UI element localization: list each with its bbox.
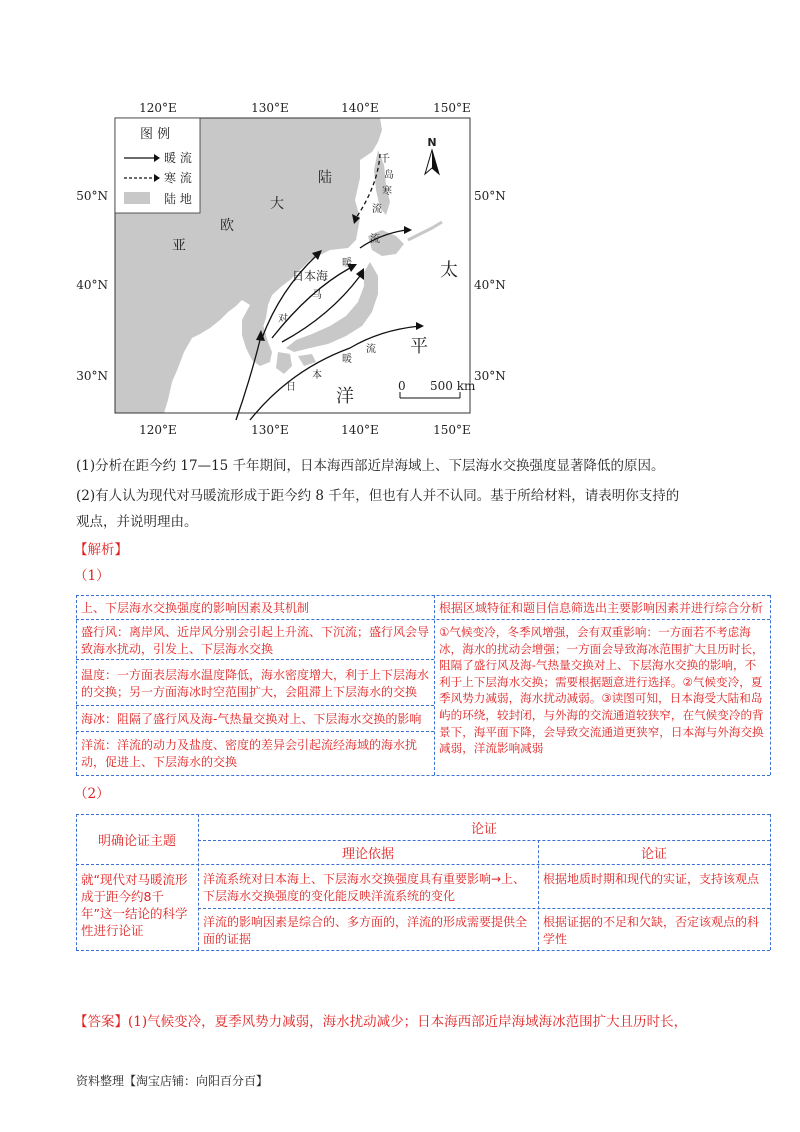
right-tick-label: 30°N [474, 369, 506, 383]
svg-text:亚: 亚 [172, 238, 186, 254]
table1-row-wind: 盛行风：离岸风、近岸风分别会引起上升流、下沉流；盛行风会导致海水扰动，引发上、下层海水交换 [81, 625, 430, 656]
svg-text:欧: 欧 [220, 218, 234, 234]
svg-text:陆: 陆 [318, 170, 332, 186]
left-tick-label: 40°N [76, 278, 108, 292]
table2-argument-header: 论证 [470, 822, 497, 837]
part1-label: （1） [74, 568, 110, 584]
sea-of-japan-label: 日本海 [292, 269, 329, 283]
footer-source: 资料整理【淘宝店铺：向阳百分百】 [76, 1074, 269, 1088]
svg-text:暖: 暖 [342, 258, 352, 269]
svg-text:N: N [427, 136, 437, 149]
table1-left-header: 上、下层海水交换强度的影响因素及其机制 [81, 601, 310, 615]
svg-text:暖: 暖 [342, 354, 352, 365]
table2-argument-row1: 根据地质时期和现代的实证，支持该观点 [543, 872, 760, 886]
table2-argument-subheader: 论证 [640, 847, 667, 862]
question-2-line2: 观点，并说明理由。 [76, 514, 198, 530]
svg-text:日: 日 [286, 382, 296, 393]
bottom-tick-label: 130°E [251, 423, 289, 437]
left-tick-label: 30°N [76, 369, 108, 383]
svg-text:流: 流 [372, 204, 382, 215]
question-2-line1: (2)有人认为现代对马暖流形成于距今约 8 千年，但也有人并不认同。基于所给材料，请表明你支持的 [76, 488, 680, 504]
table2-topic: 就“现代对马暖流形成于距今约8千年”这一结论的科学性进行论证 [81, 872, 188, 938]
top-tick-label: 130°E [251, 101, 289, 115]
analysis-label: 【解析】 [74, 542, 128, 558]
legend-title: 图 例 [140, 127, 171, 142]
table2-theory-row2: 洋流的影响因素是综合的、多方面的，洋流的形成需要提供全面的证据 [203, 915, 528, 946]
right-tick-label: 50°N [474, 189, 506, 203]
bottom-tick-label: 150°E [433, 423, 471, 437]
svg-text:500 km: 500 km [430, 379, 476, 393]
table2-topic-header: 明确论证主题 [97, 834, 176, 849]
legend-warm: 暖 流 [164, 151, 192, 165]
legend-cold: 寒 流 [164, 171, 192, 185]
argument-table-2 [76, 814, 770, 950]
left-tick-label: 50°N [76, 189, 108, 203]
svg-text:马: 马 [312, 290, 322, 301]
svg-text:洋: 洋 [336, 386, 354, 407]
svg-text:流: 流 [370, 234, 380, 245]
svg-text:太: 太 [440, 260, 458, 281]
top-tick-label: 140°E [341, 101, 379, 115]
svg-text:对: 对 [278, 314, 288, 325]
svg-text:寒: 寒 [382, 186, 392, 197]
legend-land: 陆 地 [164, 192, 192, 206]
svg-text:千: 千 [380, 154, 390, 165]
question-1: (1)分析在距今约 17—15 千年期间，日本海西部近岸海域上、下层海水交换强度显著降低的原因。 [76, 458, 665, 474]
table1-row-ice: 海冰：阻隔了盛行风及海-气热量交换对上、下层海水交换的影响 [81, 712, 422, 726]
table2-theory-row1: 洋流系统对日本海上、下层海水交换强度具有重要影响→上、下层海水交换强度的变化能反映洋流系统的变化 [203, 872, 526, 903]
svg-text:大: 大 [270, 196, 284, 212]
svg-text:本: 本 [312, 370, 322, 381]
svg-text:岛: 岛 [384, 170, 394, 181]
bottom-tick-label: 140°E [341, 423, 379, 437]
top-tick-label: 120°E [139, 101, 177, 115]
bottom-tick-label: 120°E [139, 423, 177, 437]
japan-sea-map [60, 90, 520, 440]
table1-right-body: ①气候变冷，冬季风增强，会有双重影响：一方面若不考虑海冰，海水的扰动会增强；一方面会导致海冰范围扩大且历时长，阻隔了盛行风及海-气热量交换对上、下层海水交换的影响，不利于上下层海水交换；需要根据题意进行选择。②气候变冷，夏季风势力减弱，海水扰动减弱。③读图可知，日本海受大陆和岛屿的环绕，较封闭，与外海的交流通道较狭窄，在气候变冷的背景下，海平面下降，会导致交流通道更狭窄，日本海与外海交换减弱，洋流影响减弱 [439, 625, 764, 756]
svg-text:平: 平 [410, 336, 428, 357]
answer-text: (1)气候变冷，夏季风势力减弱，海水扰动减少；日本海西部近岸海域海冰范围扩大且历时长， [128, 1014, 688, 1030]
answer-label: 【答案】 [74, 1014, 128, 1030]
table1-right-header: 根据区域特征和题目信息筛选出主要影响因素并进行综合分析 [439, 601, 764, 615]
svg-text:0: 0 [398, 379, 406, 393]
table1-row-temp: 温度：一方面表层海水温度降低，海水密度增大，利于上下层海水的交换；另一方面海冰时空范围扩大，会阻滞上下层海水的交换 [81, 668, 430, 699]
svg-text:流: 流 [366, 344, 376, 355]
answer-line [74, 1012, 774, 1032]
table2-theory-header: 理论依据 [341, 847, 394, 862]
table2-argument-row2: 根据证据的不足和欠缺，否定该观点的科学性 [543, 915, 760, 946]
analysis-table-1 [76, 595, 770, 775]
map-legend [115, 118, 200, 213]
top-tick-label: 150°E [433, 101, 471, 115]
right-tick-label: 40°N [474, 278, 506, 292]
part2-label: （2） [74, 786, 110, 802]
table1-row-current: 洋流：洋流的动力及盐度、密度的差异会引起流经海域的海水扰动，促进上、下层海水的交换 [81, 738, 418, 769]
